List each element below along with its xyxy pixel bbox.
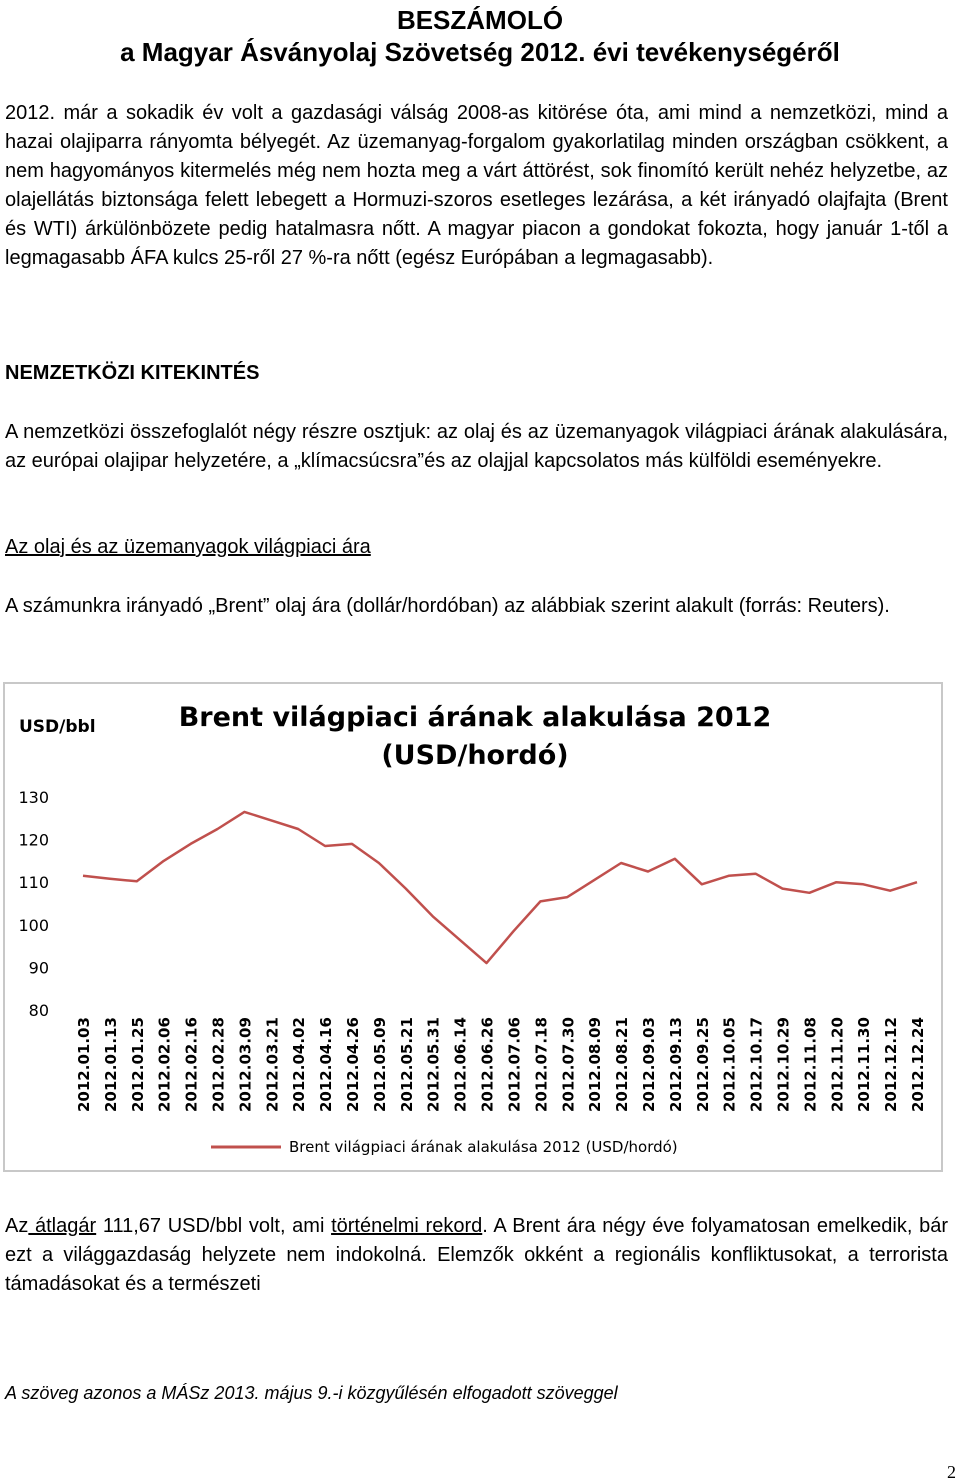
average-price-paragraph: [5, 1212, 948, 1299]
x-tick-label-1: 2012.01.13: [101, 1017, 120, 1112]
chart-ylabel: USD/bbl: [19, 717, 96, 737]
x-tick-label-20: 2012.08.21: [613, 1017, 632, 1112]
chart-title-line2: (USD/hordó): [381, 740, 569, 771]
y-tick-label-3: 110: [18, 873, 49, 893]
y-tick-label-2: 100: [18, 915, 49, 935]
y-tick-label-0: 80: [28, 1001, 49, 1020]
x-tick-label-2: 2012.01.25: [128, 1017, 147, 1112]
x-tick-label-6: 2012.03.09: [236, 1017, 255, 1112]
x-axis-ticks: [75, 1017, 927, 1112]
section-paragraph: A nemzetközi összefoglalót négy részre osztjuk: az olaj és az üzemanyagok világpiaci árának alakulására, az európai olajipar helyzetére, a „klímacsúcsra”és az olajjal kapcsolatos más külföldi eseményekre.: [5, 421, 948, 472]
x-tick-label-14: 2012.06.14: [451, 1017, 470, 1112]
x-tick-label-27: 2012.11.08: [801, 1017, 820, 1112]
average-text-3: . A Brent ára négy éve folyamatosan emelkedik, bár ezt a világgazdaság helyzete nem indokolná. Elemzők okként a regionális konfliktusokat, a terrorista támadásokat és a természeti: [5, 1215, 948, 1295]
legend-label: Brent világpiaci árának alakulása 2012 (USD/hordó): [289, 1138, 678, 1156]
page-number: 2: [947, 1462, 956, 1482]
intro-paragraph: 2012. már a sokadik év volt a gazdasági válság 2008-as kitörése óta, ami mind a nemzetközi, mind a hazai olajiparra rányomta bélyegét. Az üzemanyag-forgalom gyakorlatilag minden országban csökkent, a nem hagyományos kitermelés még nem hozta meg a várt áttörést, sok finomító került nehéz helyzetbe, az olajellátás biztonsága felett lebegett a Hormuzi-szoros esetleges lezárása, a két irányadó olajfajta (Brent és WTI) árkülönbözete pedig hatalmasra nőtt. A magyar piacon a gondokat fokozta, hogy január 1-től a legmagasabb ÁFA kulcs 25-ről 27 %-ra nőtt (egész Európában a legmagasabb).: [5, 102, 948, 269]
x-tick-label-17: 2012.07.18: [532, 1017, 551, 1112]
x-tick-label-9: 2012.04.16: [317, 1017, 336, 1112]
subsection-heading: Az olaj és az üzemanyagok világpiaci ára: [5, 536, 371, 558]
historic-record-underlined: történelmi rekord: [331, 1215, 483, 1237]
x-tick-label-24: 2012.10.05: [720, 1017, 739, 1112]
brent-price-line: [83, 812, 917, 963]
x-tick-label-13: 2012.05.31: [424, 1017, 443, 1112]
x-tick-label-8: 2012.04.02: [290, 1017, 309, 1112]
x-tick-label-11: 2012.05.09: [370, 1017, 389, 1112]
document-title-line1: BESZÁMOLÓ: [396, 5, 564, 35]
footer-note: A szöveg azonos a MÁSz 2013. május 9.-i közgyűlésén elfogadott szöveggel: [5, 1383, 618, 1403]
x-tick-label-0: 2012.01.03: [75, 1017, 93, 1112]
x-tick-label-12: 2012.05.21: [397, 1017, 416, 1112]
x-tick-label-25: 2012.10.17: [747, 1017, 766, 1112]
x-tick-label-16: 2012.07.06: [505, 1017, 524, 1112]
x-tick-label-19: 2012.08.09: [586, 1017, 605, 1112]
average-text-2: 111,67 USD/bbl volt, ami: [96, 1215, 332, 1237]
document-title-line2: a Magyar Ásványolaj Szövetség 2012. évi tevékenységéről: [120, 37, 840, 67]
x-tick-label-15: 2012.06.26: [478, 1017, 497, 1112]
brent-intro-paragraph: A számunkra irányadó „Brent” olaj ára (dollár/hordóban) az alábbiak szerint alakult (forrás: Reuters).: [5, 595, 890, 617]
chart-title-line1: Brent világpiaci árának alakulása 2012: [178, 702, 772, 733]
x-tick-label-29: 2012.11.30: [855, 1017, 874, 1112]
x-tick-label-18: 2012.07.30: [559, 1017, 578, 1112]
y-tick-label-5: 130: [18, 788, 49, 807]
x-tick-label-22: 2012.09.13: [666, 1017, 685, 1112]
x-tick-label-21: 2012.09.03: [639, 1017, 658, 1112]
section-heading: NEMZETKÖZI KITEKINTÉS: [5, 362, 260, 384]
x-tick-label-26: 2012.10.29: [774, 1017, 793, 1112]
average-price-underlined: átlagár: [28, 1215, 97, 1237]
x-tick-label-23: 2012.09.25: [693, 1017, 712, 1112]
brent-chart: [3, 682, 943, 1172]
x-tick-label-10: 2012.04.26: [344, 1017, 363, 1112]
x-tick-label-7: 2012.03.21: [263, 1017, 282, 1112]
y-tick-label-1: 90: [28, 958, 49, 978]
x-tick-label-31: 2012.12.24: [909, 1017, 927, 1112]
x-tick-label-5: 2012.02.28: [209, 1017, 228, 1112]
y-tick-label-4: 120: [18, 830, 49, 850]
brent-chart-svg: [5, 684, 941, 1170]
x-tick-label-4: 2012.02.16: [182, 1017, 201, 1112]
average-text-1: Az: [5, 1215, 29, 1237]
x-tick-label-28: 2012.11.20: [828, 1017, 847, 1112]
y-axis-ticks: [18, 788, 49, 1020]
x-tick-label-3: 2012.02.06: [155, 1017, 174, 1112]
x-tick-label-30: 2012.12.12: [882, 1017, 901, 1112]
